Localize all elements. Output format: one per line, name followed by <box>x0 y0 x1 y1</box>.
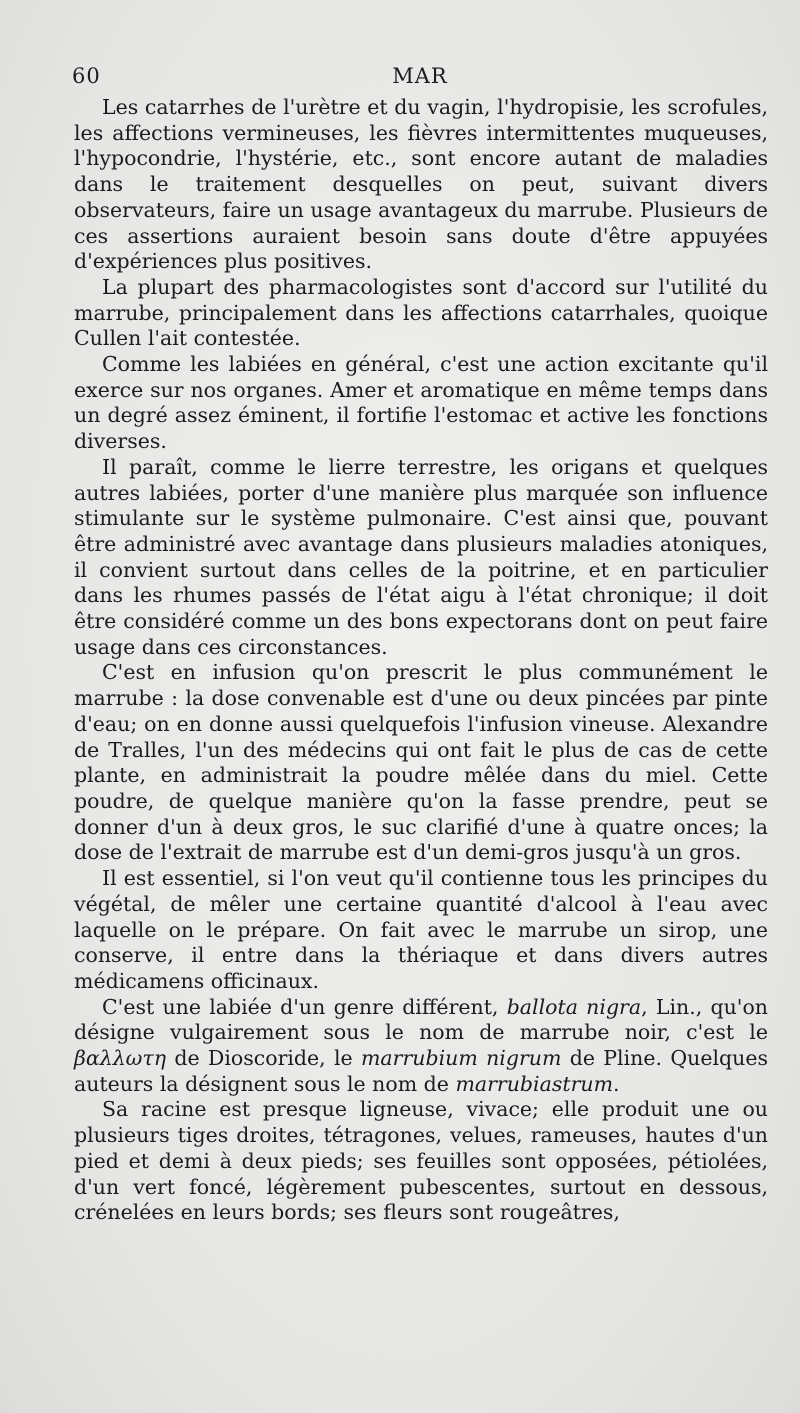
page-number: 60 <box>72 64 101 88</box>
paragraph: Les catarrhes de l'urètre et du vagin, l'hydropisie, les scrofules, les affections vermineuses, les fièvres intermittentes muqueuses, l'hypocondrie, l'hystérie, etc., sont encore autant de maladies dans le traitement desquelles on peut, suivant divers observateurs, faire un usage avantageux du marrube. Plusieurs de ces assertions auraient besoin sans doute d'être appuyées d'expériences plus positives. <box>74 95 768 274</box>
latin-name-italic: marrubiastrum <box>455 1071 614 1096</box>
paragraph: Comme les labiées en général, c'est une action excitante qu'il exerce sur nos organes. Amer et aromatique en même temps dans un degré assez éminent, il fortifie l'estomac et active les fonctions diverses. <box>74 352 768 454</box>
paragraph: Sa racine est presque ligneuse, vivace; elle produit une ou plusieurs tiges droites, tétragones, velues, rameuses, hautes d'un pied et demi à deux pieds; ses feuilles sont opposées, pétiolées, d'un vert foncé, légèrement pubescentes, surtout en dessous, crénelées en leurs bords; ses fleurs sont rougeâtres, <box>74 1097 768 1225</box>
species-name-italic: ballota nigra <box>506 994 642 1019</box>
paragraph <box>74 995 768 1098</box>
greek-word-italic: βαλλωτη <box>74 1046 167 1071</box>
paragraph: Il est essentiel, si l'on veut qu'il contienne tous les principes du végétal, de mêler une certaine quantité d'alcool à l'eau avec laquelle on le prépare. On fait avec le marrube un sirop, une conserve, il entre dans la thériaque et dans divers autres médicamens officinaux. <box>74 866 768 993</box>
paragraph: C'est en infusion qu'on prescrit le plus communément le marrube : la dose convenable est d'une ou deux pincées par pinte d'eau; on en donne aussi quelquefois l'infusion vineuse. Alexandre de Tralles, l'un des médecins qui ont fait le plus de cas de cette plante, en administrait la poudre mêlée dans du miel. Cette poudre, de quelque manière qu'on la fasse prendre, peut se donner d'un à deux gros, le suc clarifié d'une à quatre onces; la dose de l'extrait de marrube est d'un demi-gros jusqu'à un gros. <box>74 660 768 865</box>
text-segment: , Lin., qu'on désigne vulgairement sous le nom de marrube noir, c'est le <box>74 994 768 1045</box>
text-segment: . <box>613 1071 620 1096</box>
paragraph: Il paraît, comme le lierre terrestre, les origans et quelques autres labiées, porter d'une manière plus marquée son influence stimulante sur le système pulmonaire. C'est ainsi que, pouvant être administré avec avantage dans plusieurs maladies atoniques, il convient surtout dans celles de la poitrine, et en particulier dans les rhumes passés de l'état aigu à l'état chronique; il doit être considéré comme un des bons expectorans dont on peut faire usage dans ces circonstances. <box>74 454 768 659</box>
text-segment: C'est une labiée d'un genre différent, <box>102 994 507 1019</box>
paragraph: La plupart des pharmacologistes sont d'accord sur l'utilité du marrube, principalement dans les affections catarrhales, quoique Cullen l'ait contestée. <box>74 274 768 351</box>
latin-name-italic: marrubium nigrum <box>360 1046 562 1071</box>
text-segment: de Pline. Quelques auteurs la désignent sous le nom de <box>74 1046 768 1096</box>
running-head-title: MAR <box>392 64 448 88</box>
running-head <box>72 64 768 94</box>
body-text <box>74 95 768 1226</box>
text-segment: de Dioscoride, le <box>166 1046 361 1071</box>
